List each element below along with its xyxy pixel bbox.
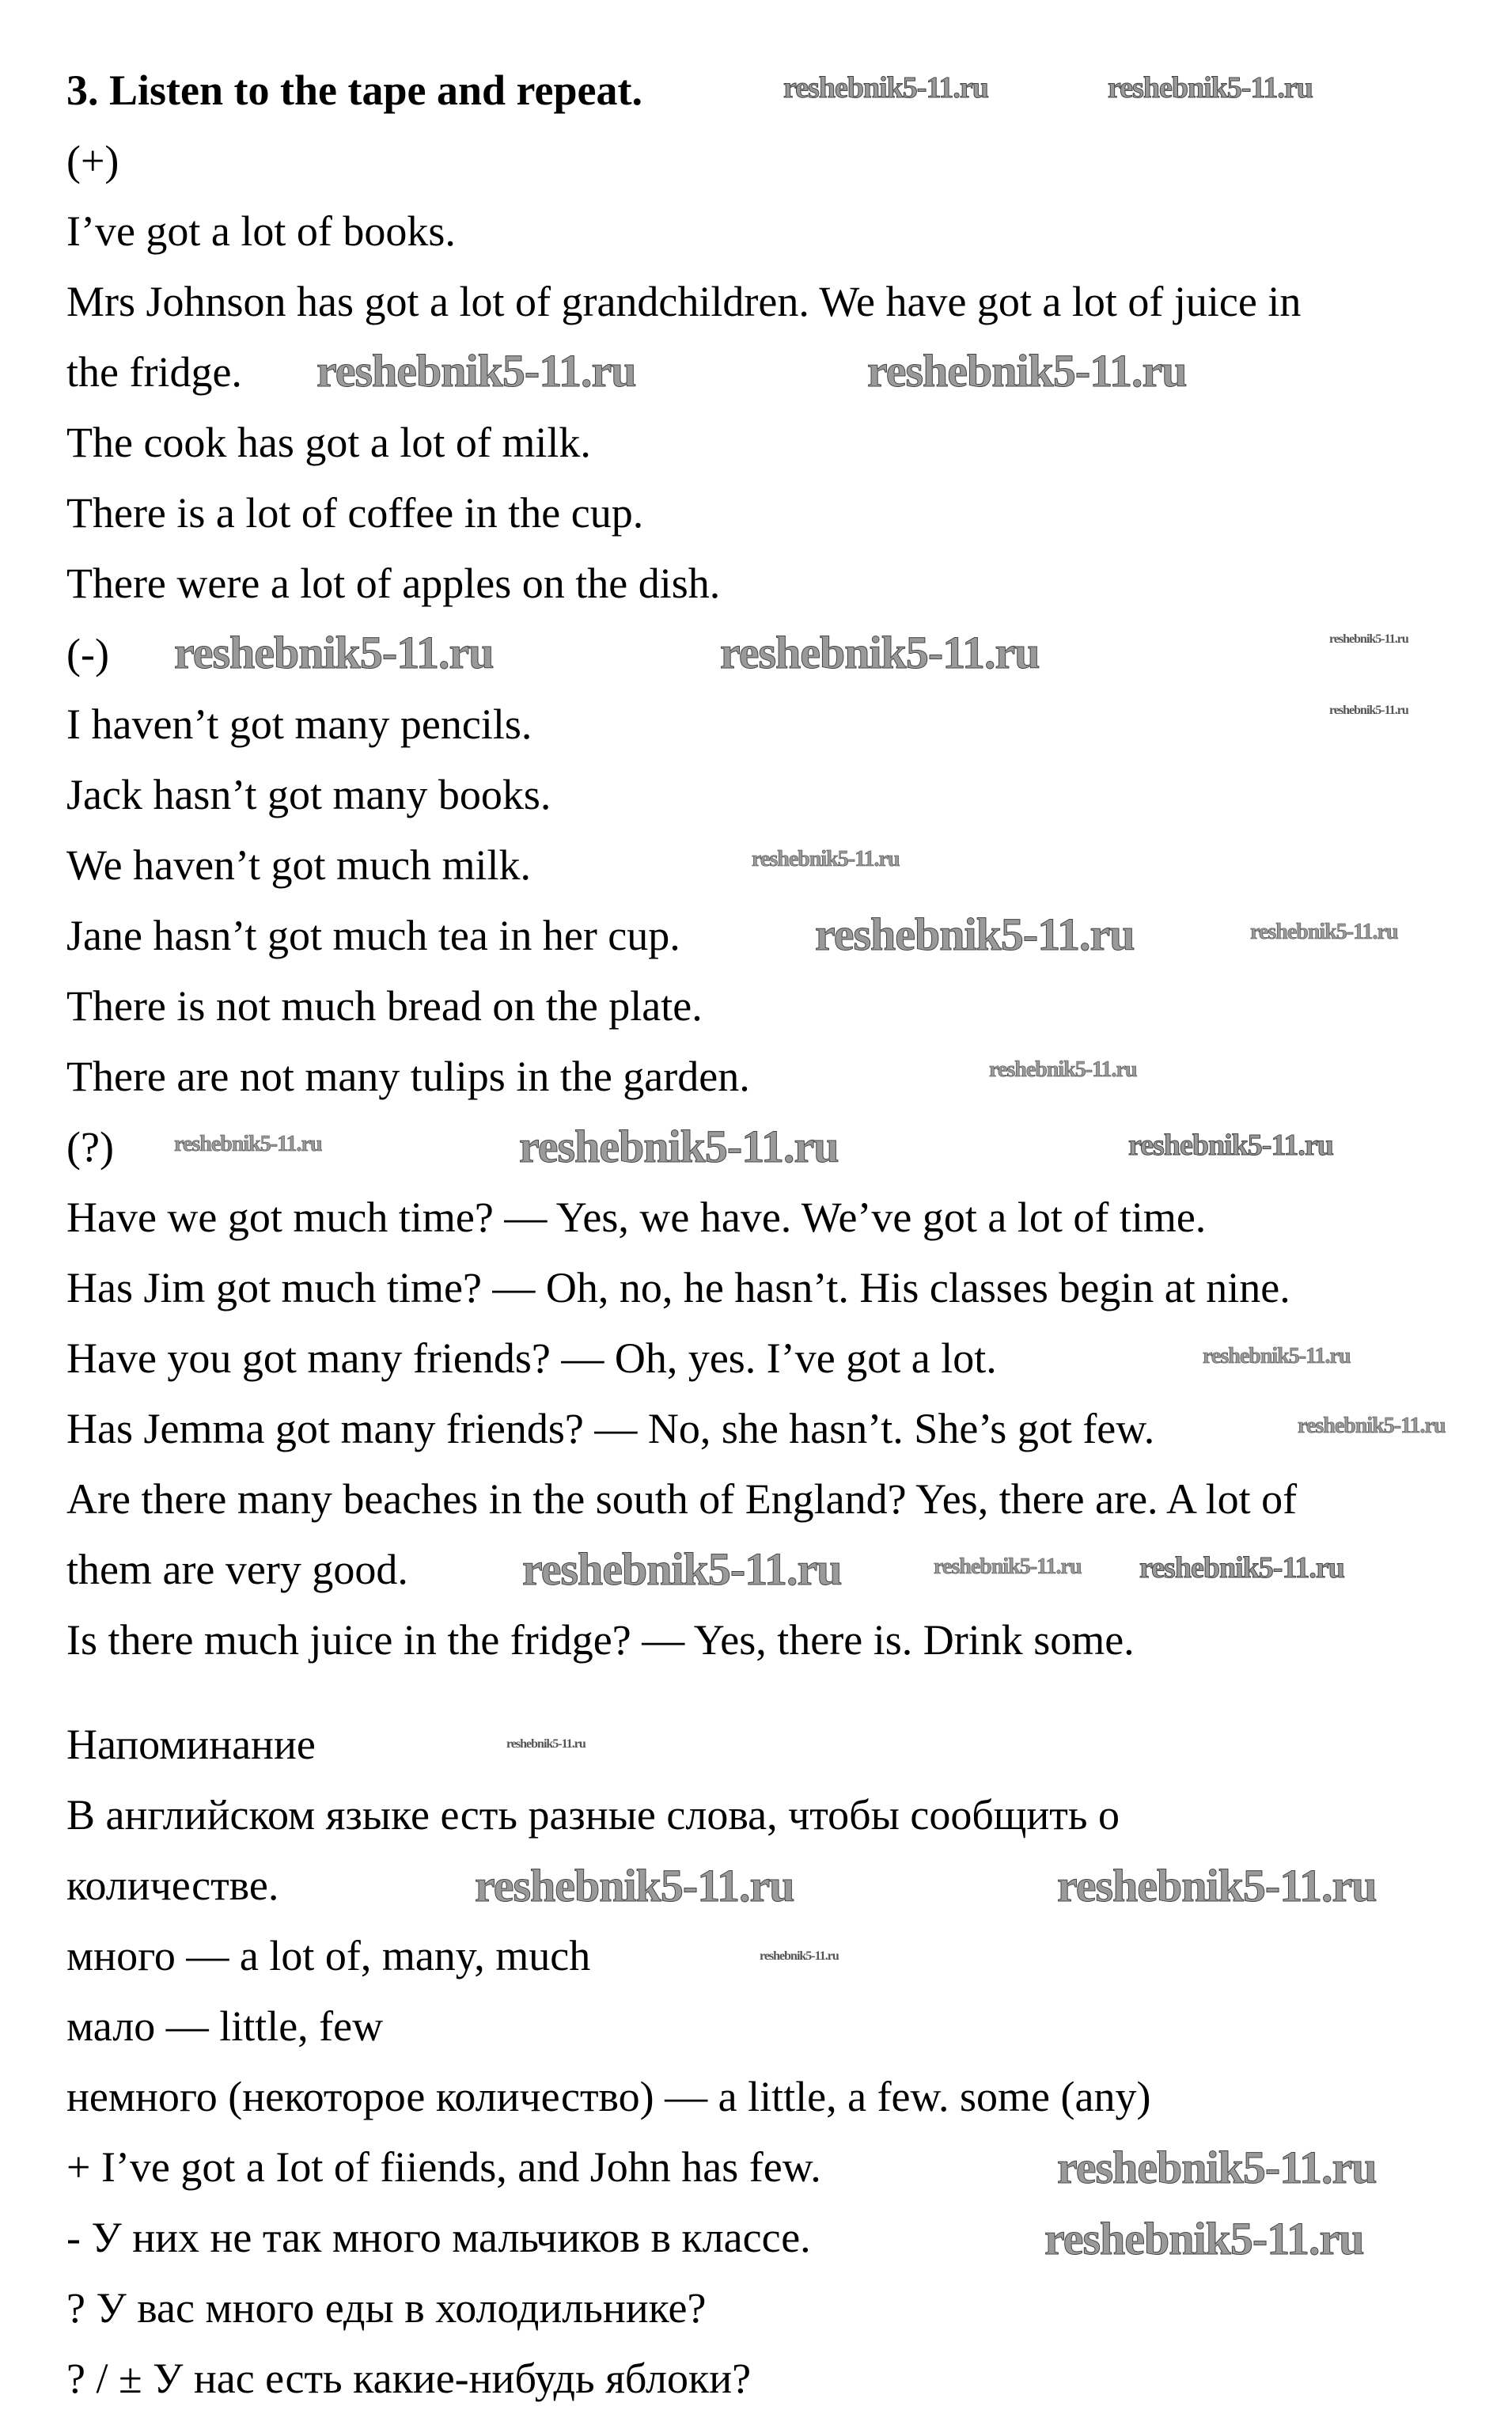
reminder-line: количестве. [66, 1862, 279, 1909]
watermark: reshebnik5-11.ru [1298, 1414, 1446, 1438]
watermark: reshebnik5-11.ru [522, 1543, 842, 1595]
reminder-heading: Напоминание [66, 1721, 316, 1768]
watermark: reshebnik5-11.ru [174, 627, 494, 678]
watermark: reshebnik5-11.ru [760, 1949, 839, 1963]
sentence: the fridge. [66, 348, 242, 396]
watermark: reshebnik5-11.ru [1057, 2142, 1377, 2193]
sentence: We haven’t got much milk. [66, 841, 532, 889]
watermark: reshebnik5-11.ru [1250, 920, 1398, 944]
section-marker-question: (?) [66, 1123, 114, 1171]
reminder-line: В английском языке есть разные слова, чтобы сообщить о [66, 1791, 1120, 1839]
watermark: reshebnik5-11.ru [934, 1554, 1082, 1579]
sentence: I’ve got a lot of books. [66, 207, 456, 255]
watermark: reshebnik5-11.ru [1057, 1860, 1377, 1911]
reminder-line: ? У вас много еды в холодильнике? [66, 2284, 707, 2332]
sentence: There is not much bread on the plate. [66, 982, 703, 1030]
watermark: reshebnik5-11.ru [174, 1132, 322, 1156]
document-body [66, 55, 1491, 2414]
watermark: reshebnik5-11.ru [783, 71, 988, 104]
watermark: reshebnik5-11.ru [1108, 71, 1313, 104]
sentence: them are very good. [66, 1546, 408, 1593]
sentence: Mrs Johnson has got a lot of grandchildren. We have got a lot of juice in [66, 278, 1302, 325]
sentence: There is a lot of coffee in the cup. [66, 489, 644, 537]
watermark: reshebnik5-11.ru [316, 345, 636, 397]
watermark: reshebnik5-11.ru [1329, 704, 1408, 717]
sentence: The cook has got a lot of milk. [66, 419, 591, 466]
spacer [66, 1676, 1491, 1710]
section-marker-positive: (+) [66, 137, 119, 184]
watermark: reshebnik5-11.ru [867, 345, 1187, 397]
exercise-title: 3. Listen to the tape and repeat. [66, 66, 642, 114]
reminder-line: - У них не так много мальчиков в классе. [66, 2214, 811, 2261]
sentence: Has Jim got much time? — Oh, no, he hasn’t. His classes begin at nine. [66, 1264, 1290, 1311]
reminder-line: + I’ve got a Iot of fiiends, and John has few. [66, 2143, 821, 2191]
watermark: reshebnik5-11.ru [1203, 1344, 1351, 1368]
sentence: I haven’t got many pencils. [66, 700, 532, 748]
sentence: Is there much juice in the fridge? — Yes, there is. Drink some. [66, 1616, 1135, 1664]
reminder-line: много — a lot of, many, much [66, 1932, 591, 1979]
reminder-line: ? / ± У нас есть какие-нибудь яблоки? [66, 2355, 752, 2402]
sentence: Has Jemma got many friends? — No, she hasn’t. She’s got few. [66, 1405, 1155, 1452]
watermark: reshebnik5-11.ru [1139, 1551, 1344, 1585]
sentence: There are not many tulips in the garden. [66, 1053, 750, 1100]
watermark: reshebnik5-11.ru [506, 1737, 585, 1751]
sentence: There were a lot of apples on the dish. [66, 560, 721, 607]
watermark: reshebnik5-11.ru [475, 1860, 794, 1911]
sentence: Have we got much time? — Yes, we have. We’ve got a lot of time. [66, 1194, 1207, 1241]
reminder-line: мало — little, few [66, 2002, 384, 2050]
sentence: Jane hasn’t got much tea in her cup. [66, 912, 680, 959]
watermark: reshebnik5-11.ru [1128, 1129, 1333, 1162]
reminder-line: немного (некоторое количество) — a little, a few. some (any) [66, 2073, 1151, 2120]
watermark: reshebnik5-11.ru [815, 909, 1135, 960]
watermark: reshebnik5-11.ru [1044, 2213, 1364, 2264]
sentence: Have you got many friends? — Oh, yes. I’ve got a lot. [66, 1334, 997, 1382]
sentence: Are there many beaches in the south of England? Yes, there are. A lot of [66, 1475, 1298, 1523]
watermark: reshebnik5-11.ru [752, 847, 900, 871]
section-marker-negative: (-) [66, 630, 109, 677]
watermark: reshebnik5-11.ru [519, 1121, 839, 1172]
sentence: Jack hasn’t got many books. [66, 771, 551, 818]
watermark: reshebnik5-11.ru [1329, 632, 1408, 646]
watermark: reshebnik5-11.ru [720, 627, 1040, 678]
watermark: reshebnik5-11.ru [989, 1057, 1137, 1082]
